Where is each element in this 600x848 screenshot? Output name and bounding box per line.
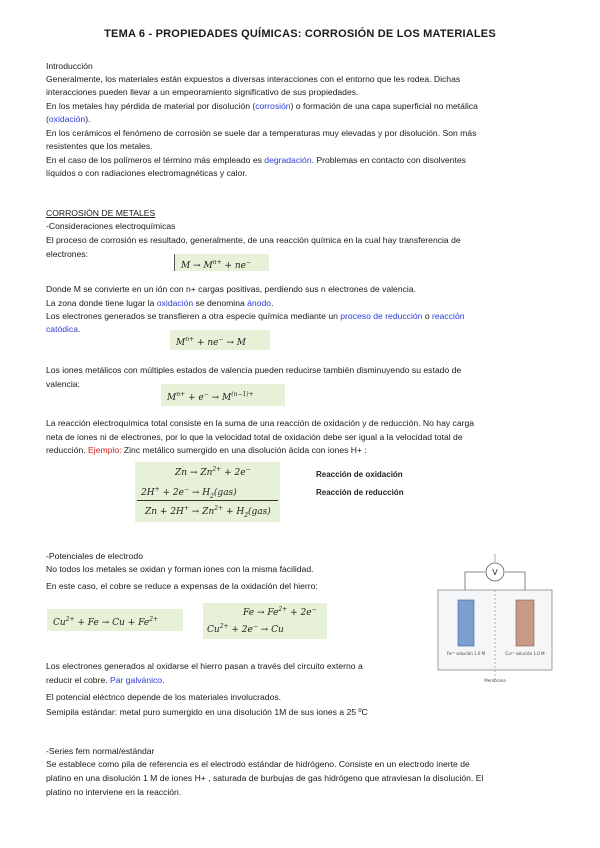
iron-electrode [458,600,474,646]
corrosion-p1-line-1: El proceso de corrosión es resultado, generalmente, de una reacción química en la cual hay transferencia de [46,235,461,245]
intro-line-3: En los metales hay pérdida de material por disolución (corrosión) o formación de una capa superficial no metálica [46,101,478,111]
label-reduction-reaction: Reacción de reducción [316,488,404,497]
voltmeter-label: V [492,568,498,577]
electrochem-subheading: -Consideraciones electroquímicas [46,221,176,231]
iron-oxidation-equation: $Fe \to Fe^{2+} + 2e^-$ [243,606,317,618]
equation-valence-reduction: $M^{n+} + e^- \to M^{(n-1)+}$ [161,384,285,406]
hydrogen-reduction-equation: $2H^+ + 2e^- \to H_2(gas)$ [141,486,237,500]
intro-line-2: interacciones pueden llevar a un empeoramiento significativo de sus propiedades. [46,87,359,97]
copper-reduction-equation: $Cu^{2+} + 2e^- \to Cu$ [207,623,284,635]
intro-heading: Introducción [46,61,93,71]
corrosion-p2-line-1: Donde M se convierte en un ión con n+ cargas positivas, perdiendo sus n electrones de valencia. [46,284,416,294]
potentials-line-2: En este caso, el cobre se reduce a expensas de la oxidación del hierro: [46,581,318,591]
potentials-line-1: No todos los metales se oxidan y forman iones con la misma facilidad. [46,564,314,574]
corrosion-p5-line-2: neta de iones ni de electrones, por lo que la velocidad total de oxidación debe ser igual a la velocidad total de [46,432,463,442]
intro-line-8: líquidos o con radiaciones electromagnéticas y calor. [46,168,248,178]
intro-line-7: En el caso de los polímeros el término más empleado es degradación. Problemas en contacto con disolventes [46,155,466,165]
potentials-line-3: Los electrones generados al oxidarse el hierro pasan a través del circuito externo a [46,661,363,671]
corrosion-p3-line-1: Los electrones generados se transfieren a otra especie química mediante un proceso de reducción o reacción [46,311,465,321]
series-line-2: platino en una disolución 1 M de iones H+ , saturada de burbujas de gas hidrógeno que atraviesan la disolución. El [46,773,484,783]
potentials-subheading: -Potenciales de electrodo [46,551,143,561]
copper-electrode [516,600,534,646]
total-reaction-equation: $Zn + 2H^+ \to Zn^{2+} + H_2(gas)$ [145,505,271,519]
label-oxidation-reaction: Reacción de oxidación [316,470,403,479]
zinc-reaction-block [135,462,280,522]
intro-line-1: Generalmente, los materiales están expuestos a diversas interacciones con el entorno que les rodea. Dichas [46,74,461,84]
equation-galvanic-overall: $Cu^{2+} + Fe \to Cu + Fe^{2+}$ [47,609,183,631]
right-solution-label: Cu²⁺ solución 1.0 M [505,651,545,656]
intro-line-5: En los cerámicos el fenómeno de corrosión se suele dar a temperaturas muy elevadas y por disolución. Son más [46,128,477,138]
intro-line-4: (oxidación). [46,114,91,124]
corrosion-p2-line-2: La zona donde tiene lugar la oxidación se denomina ánodo. [46,298,274,308]
sum-divider-line [137,500,278,501]
series-subheading: -Series fem normal/estándar [46,746,155,756]
equation-reduction: $M^{n+} + ne^- \to M$ [170,330,270,350]
equation-oxidation: $M \to M^{n+} + ne^-$ [174,254,269,271]
corrosion-p4-line-1: Los iones metálicos con múltiples estados de valencia pueden reducirse también disminuyendo su estado de [46,365,462,375]
left-solution-label: Fe²⁺ solución 1.0 M [446,651,486,656]
series-line-3: platino no interviene en la reacción. [46,787,182,797]
series-line-1: Se establece como pila de referencia es el electrodo estándar de hidrógeno. Consiste en un electrodo inerte de [46,759,470,769]
equation-galvanic-halfcells [203,603,327,639]
zinc-oxidation-equation: $Zn \to Zn^{2+} + 2e^-$ [175,466,251,478]
corrosion-heading: CORROSIÓN DE METALES [46,208,156,218]
galvanic-cell-diagram [430,542,560,684]
potentials-line-5: El potencial eléctrico depende de los materiales involucrados. [46,692,282,702]
intro-line-6: resistentes que los metales. [46,141,153,151]
potentials-line-4: reducir el cobre. Par galvánico. [46,675,165,685]
corrosion-p1-line-2: electrones: [46,249,89,259]
corrosion-p5-line-3: reducción. Ejemplo: Zinc metálico sumergido en una disolución ácida con iones H+ : [46,445,367,455]
corrosion-p5-line-1: La reacción electroquímica total consiste en la suma de una reacción de oxidación y de reducción. No hay carga [46,418,475,428]
membrane-label: Membrana [484,678,506,683]
corrosion-p4-line-2: valencia: [46,379,80,389]
page-title: TEMA 6 - PROPIEDADES QUÍMICAS: CORROSIÓN DE LOS MATERIALES [104,28,496,40]
potentials-line-6: Semipila estándar: metal puro sumergido en una disolución 1M de sus iones a 25 ºC [46,707,368,717]
corrosion-p3-line-2: catódica. [46,324,81,334]
